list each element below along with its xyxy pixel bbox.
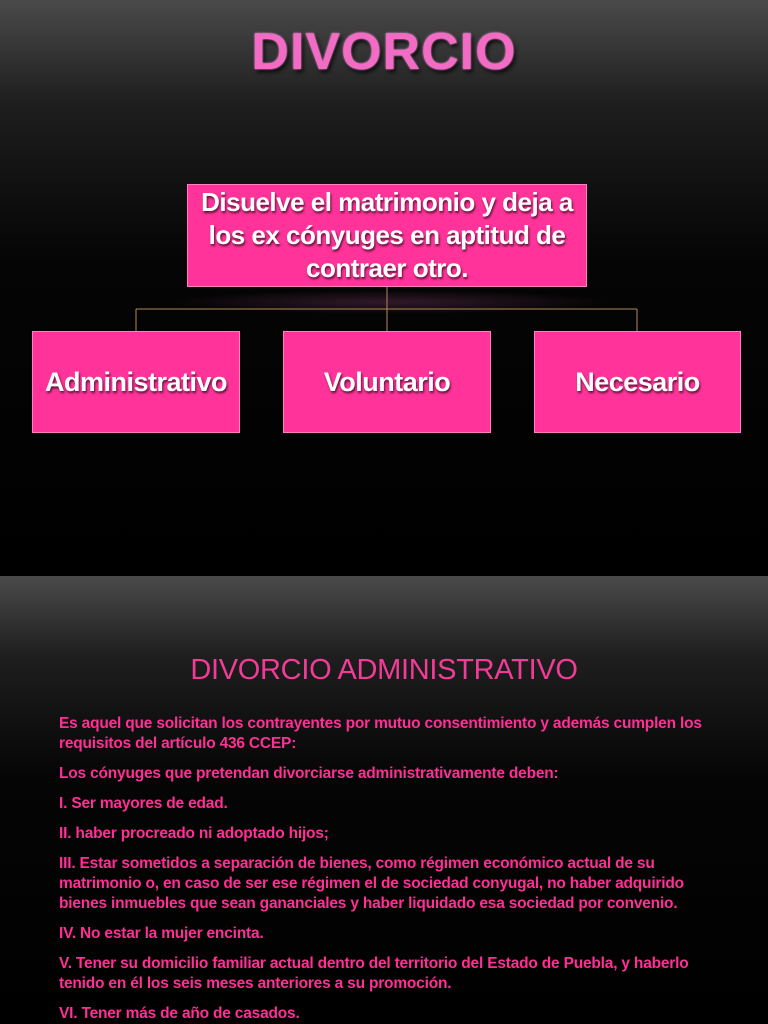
type-label: Administrativo: [44, 366, 228, 397]
requirements-text: [59, 714, 719, 1024]
requirement-item: I. Ser mayores de edad.: [59, 795, 228, 812]
requirement-item: IV. No estar la mujer encinta.: [59, 925, 264, 942]
definition-box: [187, 184, 587, 287]
requirement-item: III. Estar sometidos a separación de bienes, como régimen económico actual de su matrimonio o, en caso de ser ese régimen el de sociedad conyugal, no haber adquirido bienes inmuebles que sean gananciales y haber liquidado esa sociedad por convenio.: [59, 855, 684, 912]
definition-text: Disuelve el matrimonio y deja a los ex cónyuges en aptitud de contraer otro.: [201, 187, 573, 283]
requirement-item: II. haber procreado ni adoptado hijos;: [59, 825, 329, 842]
requirement-item: V. Tener su domicilio familiar actual dentro del territorio del Estado de Puebla, y haberlo tenido en él los seis meses anteriores a su promoción.: [59, 955, 689, 992]
type-box-administrativo: [32, 331, 240, 433]
requirement-item: VI. Tener más de año de casados.: [59, 1005, 300, 1022]
type-label: Voluntario: [323, 366, 451, 397]
type-label: Necesario: [575, 366, 700, 397]
slide-title: DIVORCIO: [251, 23, 517, 81]
type-box-voluntario: [283, 331, 491, 433]
paragraph-intro: Es aquel que solicitan los contrayentes por mutuo consentimiento y además cumplen los requisitos del artículo 436 CCEP:: [59, 715, 702, 752]
type-box-necesario: [534, 331, 741, 433]
slide-heading: DIVORCIO ADMINISTRATIVO: [190, 654, 578, 686]
paragraph-lead: Los cónyuges que pretendan divorciarse administrativamente deben:: [59, 765, 559, 782]
